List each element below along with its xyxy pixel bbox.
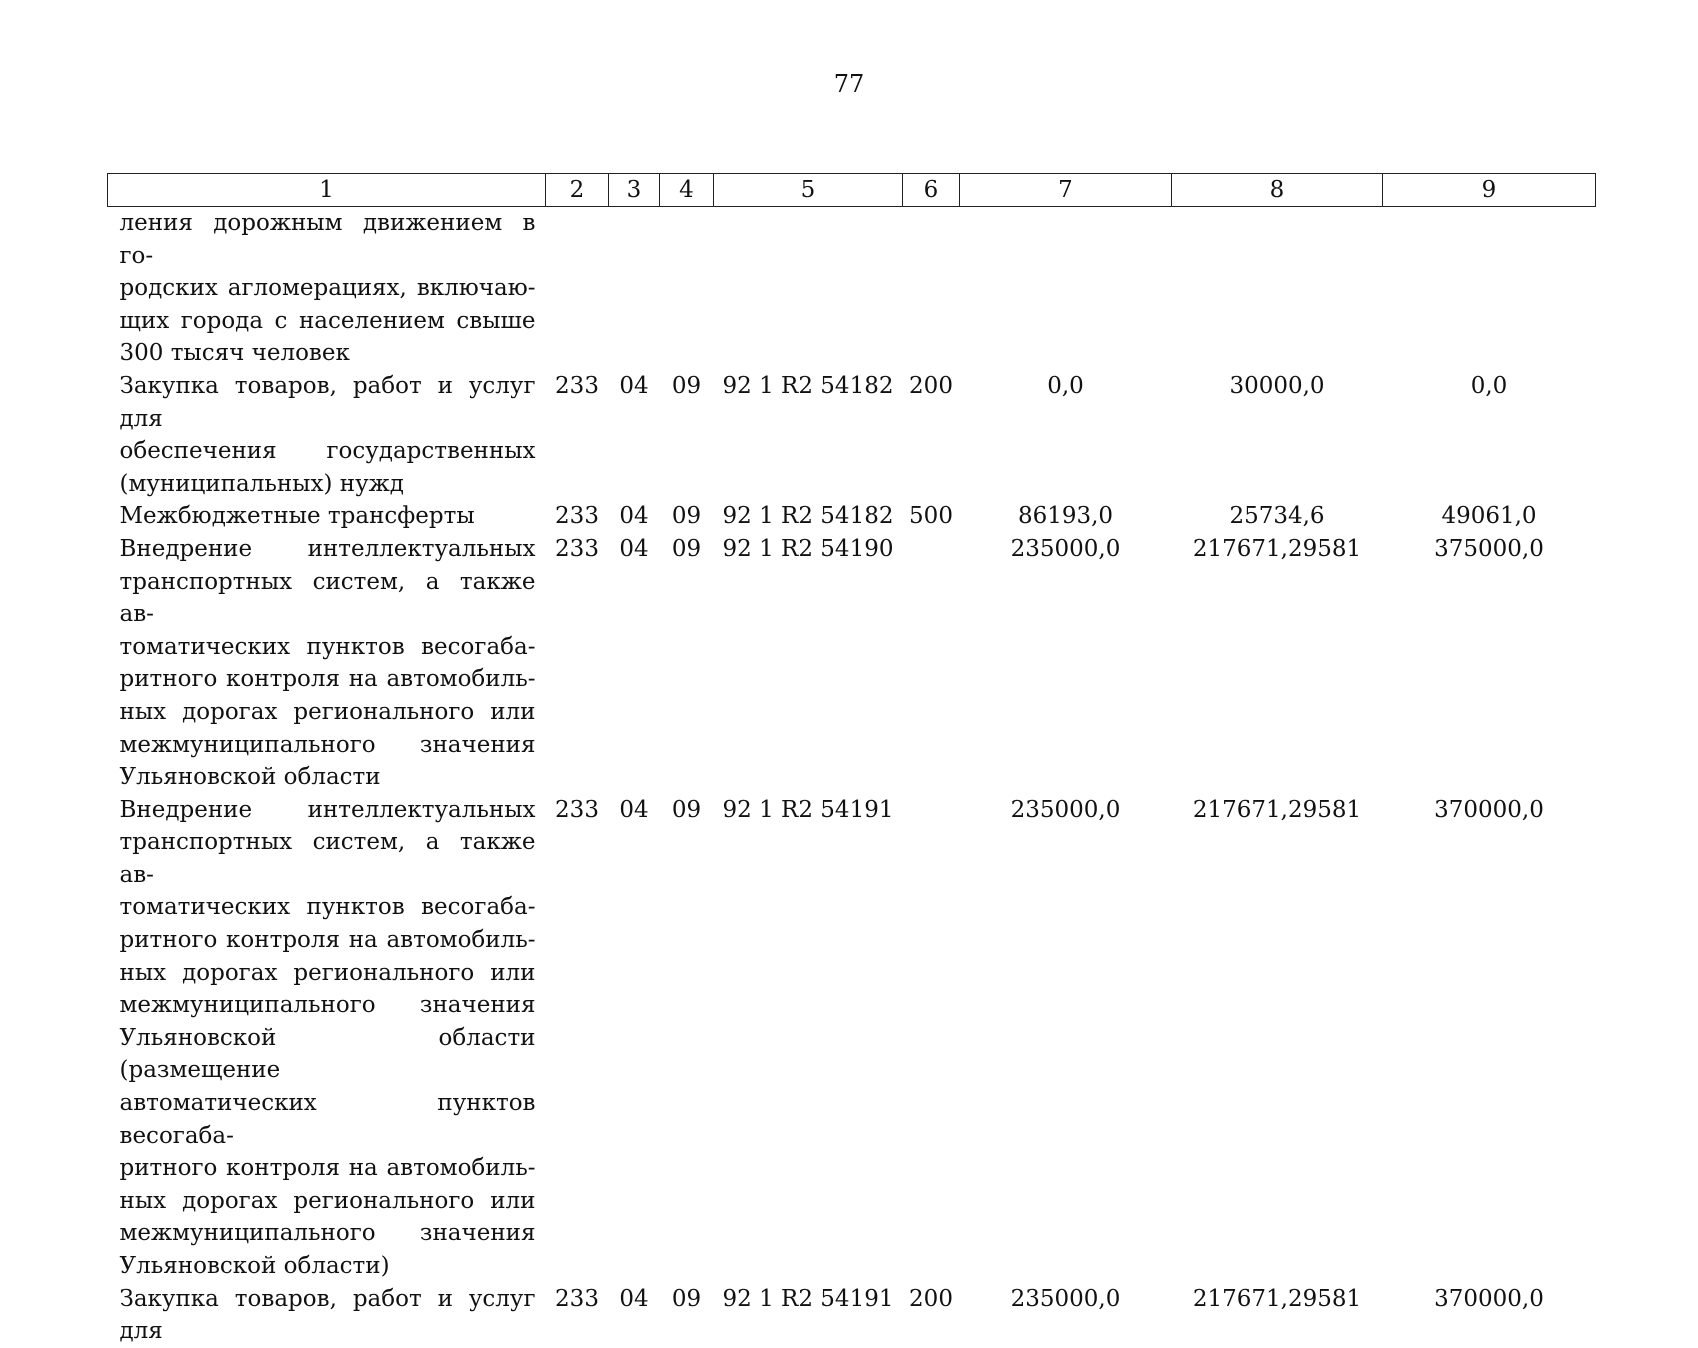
row-description [108, 533, 546, 794]
cell-col-7 [960, 207, 1172, 370]
row-description [108, 794, 546, 1283]
cell-col-6: 200 [909, 372, 953, 399]
cell-col-8: 217671,29581 [1192, 796, 1362, 823]
description-line: ритного контроля на автомобиль- [119, 666, 536, 693]
description-line: ных дорогах регионального или [119, 698, 536, 725]
table-row [108, 207, 1596, 370]
table-row [108, 370, 1596, 500]
cell-col-5: 92 1 R2 54191 [722, 796, 894, 823]
column-header-6: 6 [903, 174, 960, 207]
description-line: автоматических пунктов весогаба- [119, 1090, 536, 1149]
description-line: томатических пунктов весогаба- [119, 633, 536, 660]
cell-col-3: 04 [619, 796, 649, 823]
cell-col-8: 217671,29581 [1192, 1285, 1362, 1312]
description-line: ных дорогах регионального или [119, 959, 536, 986]
cell-col-7: 0,0 [1047, 372, 1084, 399]
description-line: ритного контроля на автомобиль- [119, 1155, 536, 1182]
row-description [108, 1283, 546, 1348]
description-line: транспортных систем, а также ав- [119, 829, 536, 888]
table-body [108, 207, 1596, 1348]
cell-col-7: 235000,0 [1010, 535, 1121, 562]
cell-col-5: 92 1 R2 54182 [722, 503, 894, 530]
table-row [108, 533, 1596, 794]
description-line: межмуниципального значения [119, 1220, 536, 1247]
description-line: ления дорожным движением в го- [119, 210, 536, 269]
cell-col-9: 370000,0 [1434, 1285, 1544, 1312]
table-row [108, 794, 1596, 1283]
cell-col-7: 86193,0 [1017, 503, 1114, 530]
budget-table [107, 173, 1596, 1348]
cell-col-6 [903, 533, 960, 794]
cell-col-5 [714, 207, 903, 370]
cell-col-9: 370000,0 [1434, 796, 1544, 823]
cell-col-8: 25734,6 [1229, 503, 1325, 530]
cell-col-7: 235000,0 [1010, 1285, 1121, 1312]
cell-col-6: 500 [909, 503, 953, 530]
cell-col-3 [609, 207, 660, 370]
header-row [108, 174, 1596, 207]
description-line: Закупка товаров, работ и услуг для [119, 1285, 536, 1345]
cell-col-9: 375000,0 [1434, 535, 1544, 562]
description-line: межмуниципального значения [119, 731, 536, 758]
cell-col-6: 200 [909, 1285, 953, 1312]
cell-col-2: 233 [555, 372, 599, 399]
row-description [108, 370, 546, 500]
column-header-3: 3 [609, 174, 660, 207]
description-line: родских агломерациях, включаю- [119, 275, 536, 302]
description-line: Ульяновской области) [119, 1253, 390, 1279]
description-line: 300 тысяч человек [119, 340, 350, 367]
cell-col-8 [1172, 207, 1383, 370]
cell-col-9 [1383, 207, 1596, 370]
cell-col-5: 92 1 R2 54190 [722, 535, 894, 562]
cell-col-3: 04 [619, 503, 649, 530]
row-description [108, 500, 546, 533]
description-line: ритного контроля на автомобиль- [119, 927, 536, 954]
cell-col-7: 235000,0 [1010, 796, 1121, 823]
cell-col-2: 233 [555, 535, 599, 562]
table-row [108, 500, 1596, 533]
column-header-7: 7 [960, 174, 1172, 207]
cell-col-5: 92 1 R2 54182 [722, 372, 894, 399]
description-line: Ульяновской области (размещение [119, 1024, 536, 1084]
cell-col-9: 49061,0 [1441, 503, 1537, 530]
cell-col-3: 04 [619, 535, 649, 562]
cell-col-2: 233 [555, 503, 599, 530]
table-header [108, 174, 1596, 207]
cell-col-4: 09 [671, 503, 702, 530]
cell-col-8: 30000,0 [1229, 372, 1325, 399]
cell-col-2: 233 [555, 796, 599, 823]
cell-col-3: 04 [619, 372, 649, 399]
description-line: ных дорогах регионального или [119, 1187, 536, 1214]
cell-col-4: 09 [671, 535, 702, 562]
description-line: транспортных систем, а также ав- [119, 568, 536, 628]
cell-col-6 [903, 794, 960, 1283]
table-row [108, 1283, 1596, 1348]
description-line: межмуниципального значения [119, 992, 536, 1019]
description-line: Закупка товаров, работ и услуг для [119, 372, 536, 432]
description-line: Межбюджетные трансферты [119, 503, 475, 530]
cell-col-8: 217671,29581 [1192, 535, 1362, 562]
description-line: (муниципальных) нужд [119, 470, 404, 497]
cell-col-4 [660, 207, 714, 370]
description-line: Внедрение интеллектуальных [119, 796, 536, 823]
column-header-2: 2 [546, 174, 609, 207]
description-line: томатических пунктов весогаба- [119, 894, 536, 921]
column-header-1: 1 [108, 174, 546, 207]
cell-col-2: 233 [555, 1285, 599, 1312]
cell-col-5: 92 1 R2 54191 [722, 1285, 894, 1312]
row-description [108, 207, 546, 370]
description-line: Внедрение интеллектуальных [119, 535, 536, 562]
description-line: Ульяновской области [119, 764, 381, 791]
page-number: 77 [833, 70, 865, 98]
column-header-4: 4 [660, 174, 714, 207]
cell-col-6 [903, 207, 960, 370]
description-line: обеспечения государственных [119, 438, 536, 465]
cell-col-4: 09 [671, 1285, 702, 1312]
cell-col-3: 04 [619, 1285, 649, 1312]
cell-col-4: 09 [671, 796, 702, 823]
column-header-8: 8 [1172, 174, 1383, 207]
cell-col-4: 09 [671, 372, 702, 399]
column-header-9: 9 [1383, 174, 1596, 207]
description-line: щих города с населением свыше [119, 307, 536, 334]
cell-col-2 [546, 207, 609, 370]
cell-col-9: 0,0 [1470, 372, 1508, 399]
column-header-5: 5 [714, 174, 903, 207]
